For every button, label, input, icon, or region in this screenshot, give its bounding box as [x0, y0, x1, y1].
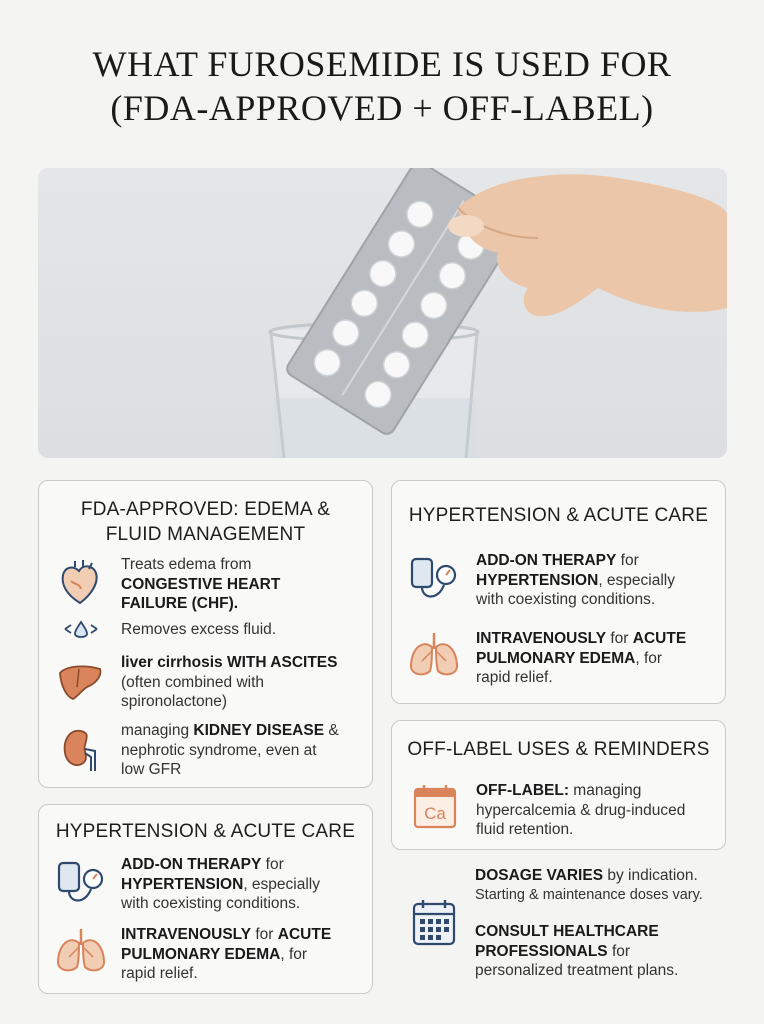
- heart-icon: [59, 559, 101, 605]
- item-text-bold: FAILURE (CHF).: [121, 595, 239, 612]
- calcium-calendar-icon: [412, 783, 458, 831]
- item-text-bold: PULMONARY EDEMA: [121, 945, 281, 963]
- item-text-part: by indication.: [603, 867, 698, 884]
- item-text-bold: ACUTE: [277, 926, 332, 943]
- item-text: with coexisting conditions.: [476, 591, 656, 608]
- list-item: [392, 779, 727, 841]
- hypertension-card-left: [38, 804, 373, 994]
- item-text-bold: OFF-LABEL:: [476, 782, 569, 799]
- item-text: Starting & maintenance doses vary.: [475, 886, 703, 903]
- item-text: [121, 721, 339, 741]
- calcium-symbol: Ca: [424, 804, 446, 823]
- item-text-part: for: [607, 942, 631, 960]
- item-text: low GFR: [121, 761, 182, 778]
- fda-card-heading: [39, 497, 372, 547]
- item-text-part: &: [324, 722, 339, 739]
- title-line-1: WHAT FUROSEMIDE IS USED FOR: [92, 44, 672, 84]
- hand-icon: [448, 174, 727, 316]
- item-text: [475, 866, 703, 886]
- list-item: [392, 629, 727, 691]
- item-text: [121, 855, 320, 875]
- item-text-part: for: [616, 552, 639, 569]
- list-item: [39, 719, 374, 781]
- item-text-bold: ADD-ON THERAPY: [121, 856, 262, 873]
- item-text: [121, 925, 331, 945]
- list-item: [392, 551, 727, 613]
- list-item: [39, 619, 374, 643]
- title-line-2: (FDA-APPROVED + OFF-LABEL): [110, 88, 654, 128]
- item-text-part: for: [251, 926, 278, 943]
- item-text-bold: DOSAGE VARIES: [475, 867, 604, 884]
- item-text-part: , especially: [598, 571, 675, 589]
- list-item: [39, 925, 374, 987]
- item-text-bold: PROFESSIONALS: [475, 942, 608, 960]
- list-item: [39, 855, 374, 917]
- item-text-bold: ACUTE: [632, 630, 687, 647]
- item-text-part: for: [261, 856, 284, 873]
- fda-approved-card: [38, 480, 373, 788]
- item-text: [476, 571, 675, 591]
- item-text-bold: PULMONARY EDEMA: [476, 649, 636, 667]
- item-text: [121, 875, 320, 895]
- item-text-part: for: [606, 630, 633, 647]
- list-item: [39, 551, 374, 613]
- hypertension-card-right: [391, 480, 726, 704]
- item-text-part: managing: [568, 782, 642, 799]
- item-text-bold: CONSULT HEALTHCARE: [475, 923, 659, 940]
- item-text: personalized treatment plans.: [475, 962, 679, 979]
- item-text: rapid relief.: [476, 669, 553, 686]
- item-text: (often combined with: [121, 673, 265, 691]
- blood-pressure-monitor-icon: [55, 859, 107, 907]
- consult-reminder: [475, 922, 678, 981]
- item-text-bold: HYPERTENSION: [476, 571, 599, 589]
- hero-image: [38, 168, 727, 458]
- dosage-reminder: [475, 866, 703, 905]
- item-text-bold: INTRAVENOUSLY: [476, 630, 607, 647]
- hypertension-card-heading: HYPERTENSION & ACUTE CARE: [55, 821, 356, 842]
- item-text-part: , for: [635, 649, 663, 667]
- item-text: [476, 781, 685, 801]
- item-text-bold: INTRAVENOUSLY: [121, 926, 252, 943]
- item-text: rapid relief.: [121, 965, 198, 982]
- item-text: spironolactone): [121, 693, 227, 710]
- kidney-icon: [61, 727, 101, 773]
- item-text-part: managing: [121, 722, 194, 739]
- item-text-bold: KIDNEY DISEASE: [193, 722, 325, 739]
- item-text: Treats edema from: [121, 556, 252, 573]
- blood-pressure-monitor-icon: [408, 555, 460, 603]
- page-title: [0, 42, 764, 130]
- list-item: [39, 651, 374, 715]
- item-text-bold: ADD-ON THERAPY: [476, 552, 617, 569]
- item-text-bold: liver cirrhosis WITH ASCITES: [121, 654, 338, 671]
- item-text: [476, 649, 686, 669]
- item-text-part: , for: [280, 945, 308, 963]
- fda-heading-line-1: FDA-APPROVED: EDEMA &: [80, 499, 331, 520]
- lungs-icon: [55, 927, 107, 975]
- lungs-icon: [408, 631, 460, 679]
- item-text-bold: CONGESTIVE HEART: [121, 575, 281, 593]
- item-text: [121, 945, 331, 965]
- item-text-bold: HYPERTENSION: [121, 875, 244, 893]
- hypertension-card-heading: HYPERTENSION & ACUTE CARE: [408, 505, 709, 526]
- item-text: nephrotic syndrome, even at: [121, 741, 317, 759]
- off-label-card-heading: OFF-LABEL USES & REMINDERS: [407, 739, 710, 760]
- fda-heading-line-2: FLUID MANAGEMENT: [105, 524, 306, 545]
- item-text: [476, 551, 675, 571]
- reminders-section: [391, 866, 726, 1016]
- item-text-part: , especially: [243, 875, 320, 893]
- fluid-drop-icon: [61, 619, 101, 641]
- item-text: [475, 942, 678, 962]
- item-text: with coexisting conditions.: [121, 895, 301, 912]
- off-label-card: [391, 720, 726, 850]
- item-text: Removes excess fluid.: [121, 621, 277, 638]
- item-text: hypercalcemia & drug-induced: [476, 801, 686, 819]
- liver-icon: [57, 663, 103, 701]
- item-text: fluid retention.: [476, 821, 574, 838]
- item-text: [476, 629, 686, 649]
- calendar-icon: [411, 898, 457, 948]
